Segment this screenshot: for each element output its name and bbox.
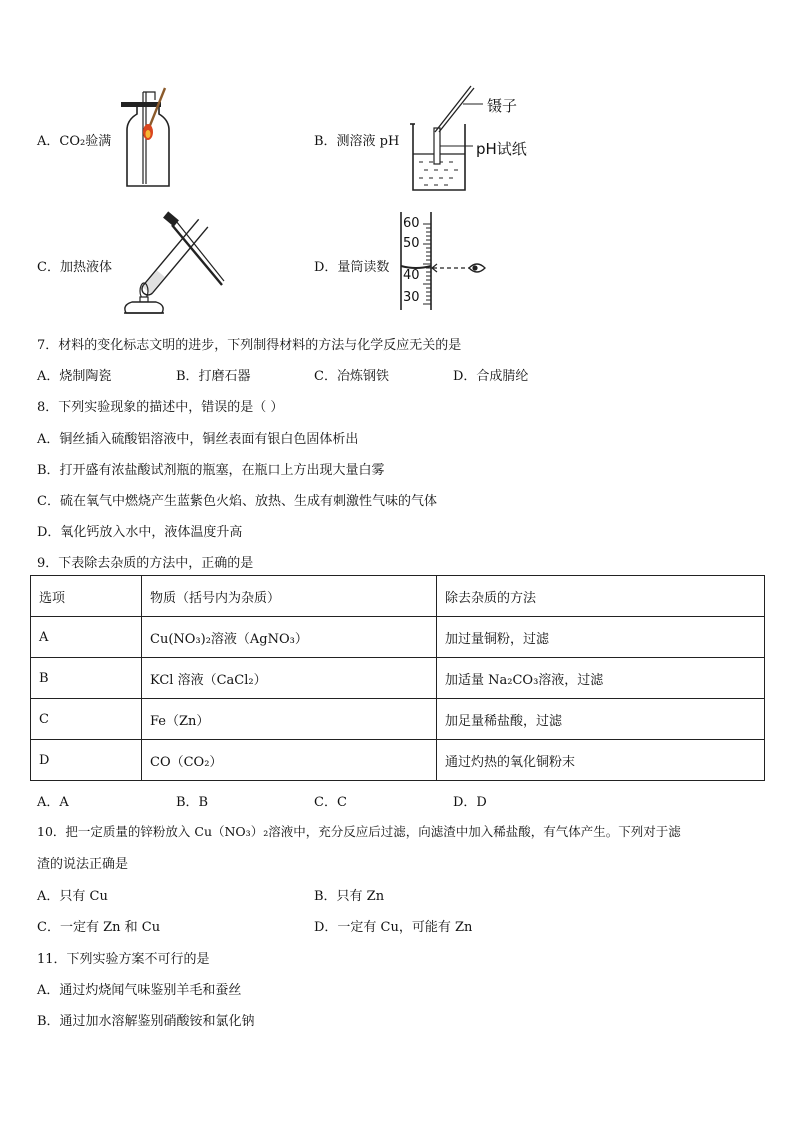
- table-row: [31, 699, 765, 740]
- q10-stem-line2: 渣的说法正确是: [37, 857, 129, 872]
- q8-option-b: B．打开盛有浓盐酸试剂瓶的瓶塞，在瓶口上方出现大量白雾: [37, 463, 385, 478]
- ph-paper-label: pH试纸: [476, 140, 527, 158]
- q10-option-d: D．一定有 Cu，可能有 Zn: [314, 920, 473, 935]
- q9-option-c: C．C: [314, 795, 347, 810]
- q8-option-d: D．氧化钙放入水中，液体温度升高: [37, 525, 243, 540]
- q8-option-c: C．硫在氧气中燃烧产生蓝紫色火焰、放热、生成有刺激性气味的气体: [37, 494, 437, 509]
- q6-option-c-label: C．加热液体: [37, 260, 112, 275]
- scale-40: 40: [403, 268, 420, 283]
- table-cell: B: [31, 658, 142, 699]
- q6-option-b-label: B．测溶液 pH: [314, 134, 400, 149]
- table-row: [31, 617, 765, 658]
- scale-30: 30: [403, 290, 420, 305]
- q9-option-d: D．D: [453, 795, 487, 810]
- table-header-cell: 选项: [31, 576, 142, 617]
- gas-bottle-match-figure: [115, 86, 180, 190]
- table-row: [31, 740, 765, 781]
- table-cell: 加足量稀盐酸，过滤: [437, 699, 765, 740]
- table-cell: 加过量铜粉，过滤: [437, 617, 765, 658]
- q7-option-d: D．合成腈纶: [453, 369, 529, 384]
- q9-stem: 9．下表除去杂质的方法中，正确的是: [37, 556, 254, 571]
- q9-table: [30, 575, 765, 781]
- q10-stem-line1: 10．把一定质量的锌粉放入 Cu（NO₃）₂溶液中，充分反应后过滤，向滤渣中加入稀盐酸，有气体产生。下列对于滤: [37, 824, 681, 839]
- q6-option-a-label: A．CO₂验满: [37, 134, 112, 149]
- q8-stem: 8．下列实验现象的描述中，错误的是（ ）: [37, 400, 284, 415]
- table-header-row: [31, 576, 765, 617]
- table-cell: Fe（Zn）: [142, 699, 437, 740]
- tweezers-label: 镊子: [487, 97, 518, 115]
- q8-option-a: A．铜丝插入硫酸铝溶液中，铜丝表面有银白色固体析出: [37, 432, 359, 447]
- q7-option-b: B．打磨石器: [176, 369, 251, 384]
- q9-option-a: A．A: [37, 795, 69, 810]
- q11-option-b: B．通过加水溶解鉴别硝酸铵和氯化钠: [37, 1014, 255, 1029]
- q10-option-b: B．只有 Zn: [314, 889, 385, 904]
- table-cell: 通过灼热的氧化铜粉末: [437, 740, 765, 781]
- scale-60: 60: [403, 216, 420, 231]
- table-cell: CO（CO₂）: [142, 740, 437, 781]
- table-header-cell: 除去杂质的方法: [437, 576, 765, 617]
- table-cell: Cu(NO₃)₂溶液（AgNO₃）: [142, 617, 437, 658]
- q10-option-a: A．只有 Cu: [37, 889, 108, 904]
- q6-option-d-label: D．量筒读数: [314, 260, 390, 275]
- heating-liquid-figure: [118, 205, 228, 317]
- table-cell: D: [31, 740, 142, 781]
- q10-option-c: C．一定有 Zn 和 Cu: [37, 920, 161, 935]
- q7-stem: 7．材料的变化标志文明的进步，下列制得材料的方法与化学反应无关的是: [37, 338, 462, 353]
- q7-option-a: A．烧制陶瓷: [37, 369, 112, 384]
- q9-option-b: B．B: [176, 795, 209, 810]
- table-header-cell: 物质（括号内为杂质）: [142, 576, 437, 617]
- scale-50: 50: [403, 236, 420, 251]
- table-row: [31, 658, 765, 699]
- table-cell: 加适量 Na₂CO₃溶液，过滤: [437, 658, 765, 699]
- table-cell: KCl 溶液（CaCl₂）: [142, 658, 437, 699]
- q11-stem: 11．下列实验方案不可行的是: [37, 952, 210, 967]
- table-cell: A: [31, 617, 142, 658]
- q11-option-a: A．通过灼烧闻气味鉴别羊毛和蚕丝: [37, 983, 242, 998]
- table-cell: C: [31, 699, 142, 740]
- q7-option-c: C．冶炼钢铁: [314, 369, 389, 384]
